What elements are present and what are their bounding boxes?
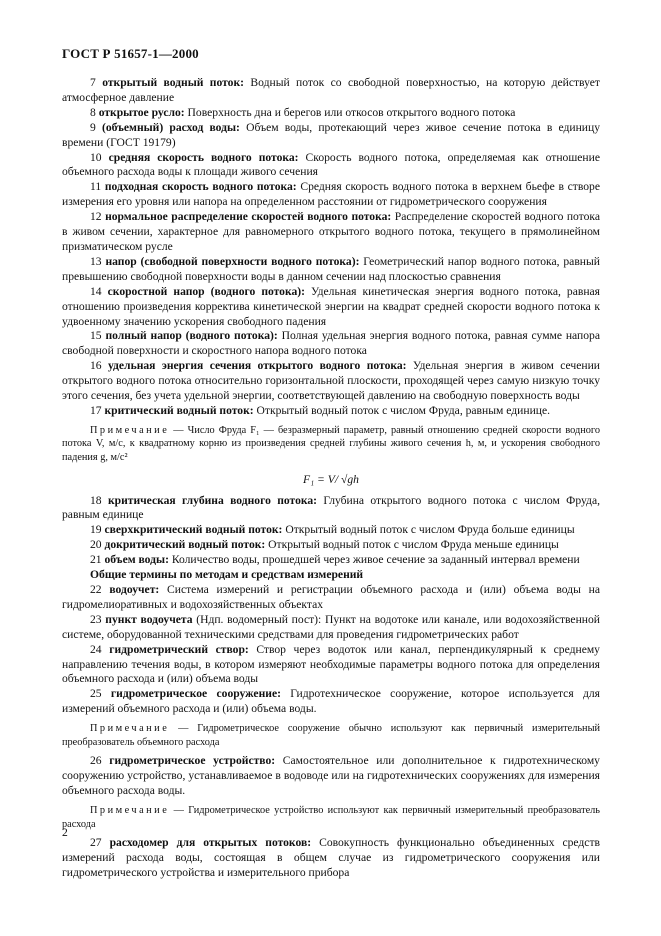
entry-number: 14 [90, 284, 102, 298]
entry-term: (объемный) расход воды: [101, 120, 240, 134]
entry-number: 19 [90, 523, 102, 537]
entry-definition: Открытый водный поток с числом Фруда, равным единице. [253, 403, 551, 417]
entry-definition: Поверхность дна и берегов или откосов открытого водного потока [184, 105, 516, 119]
note [62, 722, 600, 749]
term-entry [62, 613, 600, 643]
standard-header: ГОСТ Р 51657-1—2000 [62, 46, 199, 61]
entry-number: 24 [90, 642, 102, 656]
entry-definition: Открытый водный поток с числом Фруда меньше единицы [265, 538, 559, 552]
entry-number: 26 [90, 754, 102, 768]
note-label: Примечание [90, 424, 170, 436]
entry-definition: Водный поток со свободной поверхностью, на которую действует атмосферное давление [62, 76, 600, 104]
entry-term: удельная энергия сечения открытого водного потока: [107, 359, 407, 373]
term-entry [62, 329, 600, 359]
entry-number: 21 [90, 553, 102, 567]
entry-term: средняя скорость водного потока: [108, 150, 299, 164]
froude-formula: F₁ = V/ √gh [303, 472, 359, 486]
entry-definition: Открытый водный поток с числом Фруда больше единицы [282, 523, 575, 537]
note-label: Примечание [90, 805, 170, 817]
term-entry [62, 121, 600, 151]
term-entry [62, 553, 600, 568]
entry-definition: Самостоятельное или дополнительное к гидротехническому сооружению устройство, устанавливаемое в водоводе или на гидротехнических сооружениях для измерения объемного расхода воды. [62, 754, 600, 798]
entry-term: открытый водный поток: [102, 76, 245, 89]
entry-term: критический водный поток: [104, 403, 254, 417]
section-title: Общие термины по методам и средствам измерений [90, 568, 364, 582]
page-number: 2 [62, 826, 68, 839]
entry-definition: Геометрический напор водного потока, равный превышению свободной поверхности воды в данном сечении над плоскостью сравнения [62, 254, 600, 283]
entry-term: скоростной напор (водного потока): [107, 284, 306, 298]
entry-definition: (Ндп. водомерный пост): Пункт на водотоке или канале, или водохозяйственной системе, оборудованной техническими средствами для проведения гидрометрических работ [62, 612, 600, 641]
entry-definition: Полная удельная энергия водного потока, равная сумме напора свободной поверхности и скоростного напора водного потока [62, 329, 600, 358]
entry-definition: Распределение скоростей водного потока в живом сечении, характерное для равномерного открытого водного потока, текущего в прямолинейном призматическом русле [62, 210, 600, 253]
entry-number: 27 [90, 836, 102, 850]
entry-definition: Удельная кинетическая энергия водного потока, равная отношению произведения корректива кинетической энергии на квадрат средней скорости водного потока к удвоенному значению ускорения свободного падения [62, 284, 600, 328]
entry-term: полный напор (водного потока): [105, 329, 278, 343]
term-entry [62, 285, 600, 330]
entry-number: 17 [90, 403, 102, 417]
entry-number: 16 [90, 359, 102, 373]
entry-definition: Совокупность функционально объединенных средств измерений расхода воды, состоящая в общем случае из гидрометрического сооружения или гидрометрического устройства и измерительного прибора [62, 836, 600, 880]
note-text: — Гидрометрическое устройство используют как первичный измерительный преобразователь расхода [62, 805, 600, 830]
entry-term: водоучет: [109, 582, 160, 596]
note [62, 804, 600, 831]
term-entry [62, 255, 600, 285]
entry-term: пункт водоучета [105, 612, 193, 626]
entry-definition: Глубина открытого водного потока с числом Фруда, равным единице [62, 493, 600, 522]
entry-number: 15 [90, 329, 102, 343]
entry-term: нормальное распределение скоростей водного потока: [105, 210, 392, 224]
term-entry [62, 76, 600, 106]
entry-number: 18 [90, 493, 102, 507]
term-entry [62, 643, 600, 688]
entry-number: 23 [90, 612, 102, 626]
entry-definition: Скорость водного потока, определяемая как отношение объемного расхода воды к площади живого сечения [62, 150, 600, 179]
entry-term: критическая глубина водного потока: [107, 493, 318, 507]
entry-term: открытое русло: [98, 105, 185, 119]
note-label: Примечание [90, 723, 170, 735]
entry-term: напор (свободной поверхности водного потока): [105, 254, 360, 268]
note [62, 424, 600, 465]
entry-number: 10 [90, 150, 102, 164]
entry-number: 13 [90, 254, 102, 268]
entry-number: 25 [90, 687, 102, 701]
term-entry [62, 359, 600, 404]
entry-definition: Гидротехническое сооружение, которое используется для измерений объемного расхода и (или) объема воды. [62, 687, 600, 716]
term-entry [62, 404, 600, 419]
entry-term: расходомер для открытых потоков: [109, 836, 312, 850]
term-entry [62, 494, 600, 524]
entry-number: 9 [90, 120, 96, 134]
entry-term: сверхкритический водный поток: [104, 523, 283, 537]
term-entry [62, 538, 600, 553]
entry-term: подходная скорость водного потока: [104, 180, 297, 194]
entry-definition: Удельная энергия в живом сечении открытого водного потока относительно горизонтальной плоскости, проходящей через самую низкую точку этого сечения, без учета удельной энергии, соответствующей давлению на свободную поверхность воды [62, 359, 600, 403]
note-text: — Число Фруда F₁ — безразмерный параметр, равный отношению средней скорости водного потока V, м/с, к квадратному корню из произведения средней глубины живого сечения h, м, и ускорения свободного падения g, м/с² [62, 424, 600, 464]
entry-definition: Средняя скорость водного потока в верхнем бьефе в створе измерения его уровня или напора на определенном расстоянии от гидрометрического сооружения [62, 180, 601, 209]
entry-number: 7 [90, 76, 96, 89]
entry-number: 8 [90, 105, 96, 119]
entry-number: 20 [90, 538, 102, 552]
entry-term: гидрометрическое сооружение: [110, 687, 281, 701]
term-entry [62, 836, 600, 881]
entry-definition: Створ через водоток или канал, перпендикулярный к среднему направлению течения воды, в котором измеряют необходимые параметры водного потока для определения объемного расхода и (или) объема воды [62, 642, 600, 686]
term-entry [62, 180, 600, 210]
term-entry [62, 754, 600, 799]
term-entry [62, 687, 600, 717]
entry-definition: Система измерений и регистрации объемного расхода и (или) объема воды на гидромелиоративных и водохозяйственных объектах [62, 582, 600, 611]
term-entry [62, 151, 600, 181]
entry-number: 22 [90, 582, 102, 596]
entry-term: докритический водный поток: [104, 538, 266, 552]
document-body [62, 76, 600, 881]
entry-number: 12 [90, 210, 102, 224]
term-entry [62, 210, 600, 255]
note-text: — Гидрометрическое сооружение обычно используют как первичный измерительный преобразователь объемного расхода [62, 723, 600, 748]
term-entry [62, 583, 600, 613]
term-entry [62, 106, 600, 121]
entry-number: 11 [90, 180, 102, 194]
entry-term: гидрометрическое устройство: [109, 754, 276, 768]
entry-definition: Количество воды, прошедшей через живое сечение за заданный интервал времени [168, 553, 580, 567]
entry-definition: Объем воды, протекающий через живое сечение потока в единицу времени (ГОСТ 19179) [62, 120, 600, 149]
entry-term: гидрометрический створ: [109, 642, 249, 656]
entry-term: объем воды: [104, 553, 169, 567]
term-entry [62, 523, 600, 538]
